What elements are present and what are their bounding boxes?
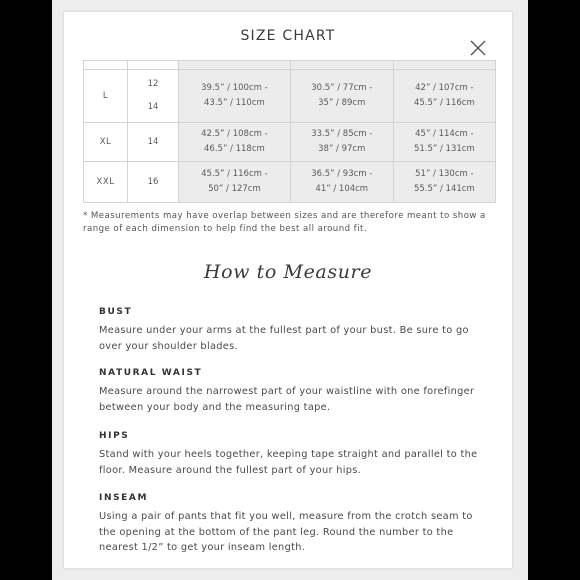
number-cell: 14: [128, 123, 179, 162]
table-row: [84, 123, 496, 162]
number-value: 12: [147, 79, 159, 89]
size-cell: XL: [84, 123, 128, 162]
section-heading: HIPS: [99, 431, 130, 441]
measurement-line: 43.5” / 110cm: [204, 98, 265, 108]
waist-cell: [290, 123, 393, 162]
bust-cell: [179, 70, 291, 123]
measurement-line: 55.5” / 141cm: [413, 184, 475, 194]
close-icon: [468, 38, 488, 58]
measurement-footnote: * Measurements may have overlap between sizes and are therefore meant to show a range of each dimension to help find the best all around fit.: [83, 211, 486, 234]
number-value: 14: [147, 102, 159, 112]
how-to-measure-title: How to Measure: [203, 261, 373, 283]
section-heading: NATURAL WAIST: [99, 368, 203, 378]
close-button[interactable]: [468, 38, 488, 58]
bust-cell: [179, 123, 291, 162]
measurement-line: 36.5” / 93cm -: [311, 169, 373, 179]
measurement-line: 33.5” / 85cm -: [311, 129, 373, 139]
modal-title: SIZE CHART: [240, 28, 336, 44]
table-row: [84, 70, 496, 123]
measurement-line: 41” / 104cm: [315, 184, 369, 194]
section-body: Measure around the narrowest part of your waistline with one forefinger between your body and the measuring tape.: [99, 386, 475, 413]
waist-cell: [290, 162, 393, 203]
table-row: [84, 162, 496, 203]
size-cell: XXL: [84, 162, 128, 203]
left-black-border: [0, 0, 52, 580]
table-row-cut-off: [84, 61, 496, 70]
right-black-border: [528, 0, 580, 580]
size-table: [83, 60, 496, 203]
inseam-section: [99, 492, 491, 556]
hips-cell: [393, 123, 495, 162]
measurement-line: 45.5” / 116cm: [413, 98, 475, 108]
hips-section: [99, 430, 491, 478]
section-heading: INSEAM: [99, 493, 149, 503]
measurement-line: 35” / 89cm: [318, 98, 366, 108]
table-cell: [290, 61, 393, 70]
measurement-line: 39.5” / 100cm -: [201, 83, 268, 93]
number-cell: [128, 70, 179, 123]
measurement-line: 45.5” / 116cm -: [201, 169, 268, 179]
measurement-line: 38” / 97cm: [318, 144, 366, 154]
bust-cell: [179, 162, 291, 203]
bust-section: [99, 306, 491, 354]
measurement-line: 42” / 107cm -: [415, 83, 474, 93]
number-cell: 16: [128, 162, 179, 203]
section-heading: BUST: [99, 307, 133, 317]
size-cell: L: [84, 70, 128, 123]
table-cell: [393, 61, 495, 70]
measurement-line: 45” / 114cm -: [415, 129, 474, 139]
table-cell: [84, 61, 128, 70]
measurement-line: 51” / 130cm -: [415, 169, 474, 179]
table-cell: [179, 61, 291, 70]
measurement-line: 46.5” / 118cm: [204, 144, 265, 154]
section-body: Measure under your arms at the fullest part of your bust. Be sure to go over your shoulder blades.: [99, 325, 469, 352]
natural-waist-section: [99, 367, 491, 415]
section-body: Using a pair of pants that fit you well, measure from the crotch seam to the opening at the bottom of the pant leg. Round the number to the nearest 1/2” to get your inseam length.: [99, 511, 473, 553]
waist-cell: [290, 70, 393, 123]
table-cell: [128, 61, 179, 70]
measurement-line: 42.5” / 108cm -: [201, 129, 268, 139]
measurement-line: 51.5” / 131cm: [413, 144, 475, 154]
hips-cell: [393, 70, 495, 123]
size-chart-modal: [64, 12, 512, 568]
measurement-line: 50” / 127cm: [208, 184, 261, 194]
hips-cell: [393, 162, 495, 203]
section-body: Stand with your heels together, keeping tape straight and parallel to the floor. Measure around the fullest part of your hips.: [99, 449, 478, 476]
measurement-line: 30.5” / 77cm -: [311, 83, 373, 93]
